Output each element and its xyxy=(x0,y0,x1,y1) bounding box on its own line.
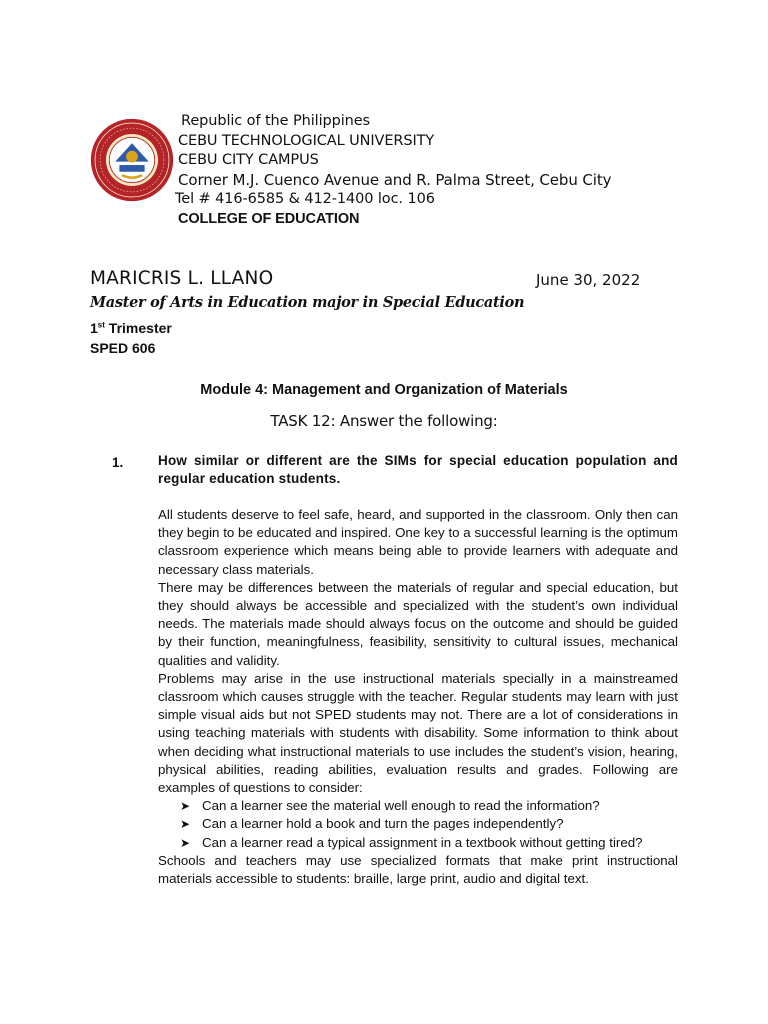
letterhead-university: CEBU TECHNOLOGICAL UNIVERSITY xyxy=(178,132,435,149)
course-code: SPED 606 xyxy=(90,340,156,356)
list-item: ➤ Can a learner see the material well enough to read the information? xyxy=(158,797,678,815)
trimester-ordinal: st xyxy=(97,320,105,330)
list-item: ➤ Can a learner hold a book and turn the pages independently? xyxy=(158,815,678,833)
letterhead-address: Corner M.J. Cuenco Avenue and R. Palma Street, Cebu City xyxy=(178,170,612,189)
arrow-bullet-icon: ➤ xyxy=(180,835,191,850)
degree-program: Master of Arts in Education major in Special Education xyxy=(90,294,525,311)
letterhead-college: COLLEGE OF EDUCATION xyxy=(178,210,360,227)
question-number: 1. xyxy=(112,455,124,470)
letterhead-campus: CEBU CITY CAMPUS xyxy=(178,152,319,168)
answer-paragraph-3: Problems may arise in the use instructional materials specially in a mainstreamed classroom which causes struggle with the teacher. Regular students may learn with just simple visual aids but not SPED students may not. There are a lot of considerations in using teaching materials with students with disability. Some information to think about when deciding what instructional materials to use includes the student’s vision, hearing, physical abilities, reading abilities, evaluation results and grades. Following are examples of questions to consider: xyxy=(158,670,678,796)
letterhead-telephone: Tel # 416-6585 & 412-1400 loc. 106 xyxy=(175,191,435,207)
arrow-bullet-icon: ➤ xyxy=(180,817,191,832)
answer-paragraph-2: There may be differences between the materials of regular and special education, but they should always be accessible and specialized with the student’s own individual needs. The materials made should always focus on the outcome and should be guided by their function, meaningfulness, feasibility, sensitivity to cultural issues, mechanical qualities and validity. xyxy=(158,579,678,668)
document-date: June 30, 2022 xyxy=(536,271,641,289)
letterhead-country: Republic of the Philippines xyxy=(181,113,370,129)
answer-paragraph-4: Schools and teachers may use specialized formats that make print instructional materials accessible to students: braille, large print, audio and digital text. xyxy=(158,852,678,887)
university-seal-icon xyxy=(90,118,174,202)
author-name: MARICRIS L. LLANO xyxy=(90,268,274,289)
trimester-label: Trimester xyxy=(104,320,172,336)
list-item: ➤ Can a learner read a typical assignment in a textbook without getting tired? xyxy=(158,834,678,852)
module-title: Module 4: Management and Organization of Materials xyxy=(200,382,568,398)
answer-paragraph-1: All students deserve to feel safe, heard, and supported in the classroom. Only then can they begin to be educated and inspired. One key to a successful learning is the optimum classroom experience which means being able to provide learners with adequate and necessary class materials. xyxy=(158,507,678,577)
task-heading: TASK 12: Answer the following: xyxy=(270,412,498,430)
trimester xyxy=(90,320,172,336)
question-bullet-list xyxy=(158,797,678,852)
trimester-number: 1 xyxy=(90,320,98,336)
letterhead xyxy=(175,112,612,229)
arrow-bullet-icon: ➤ xyxy=(180,799,191,814)
question-text: How similar or different are the SIMs for special education population and regular education students. xyxy=(158,453,678,486)
answer-body xyxy=(158,506,678,888)
